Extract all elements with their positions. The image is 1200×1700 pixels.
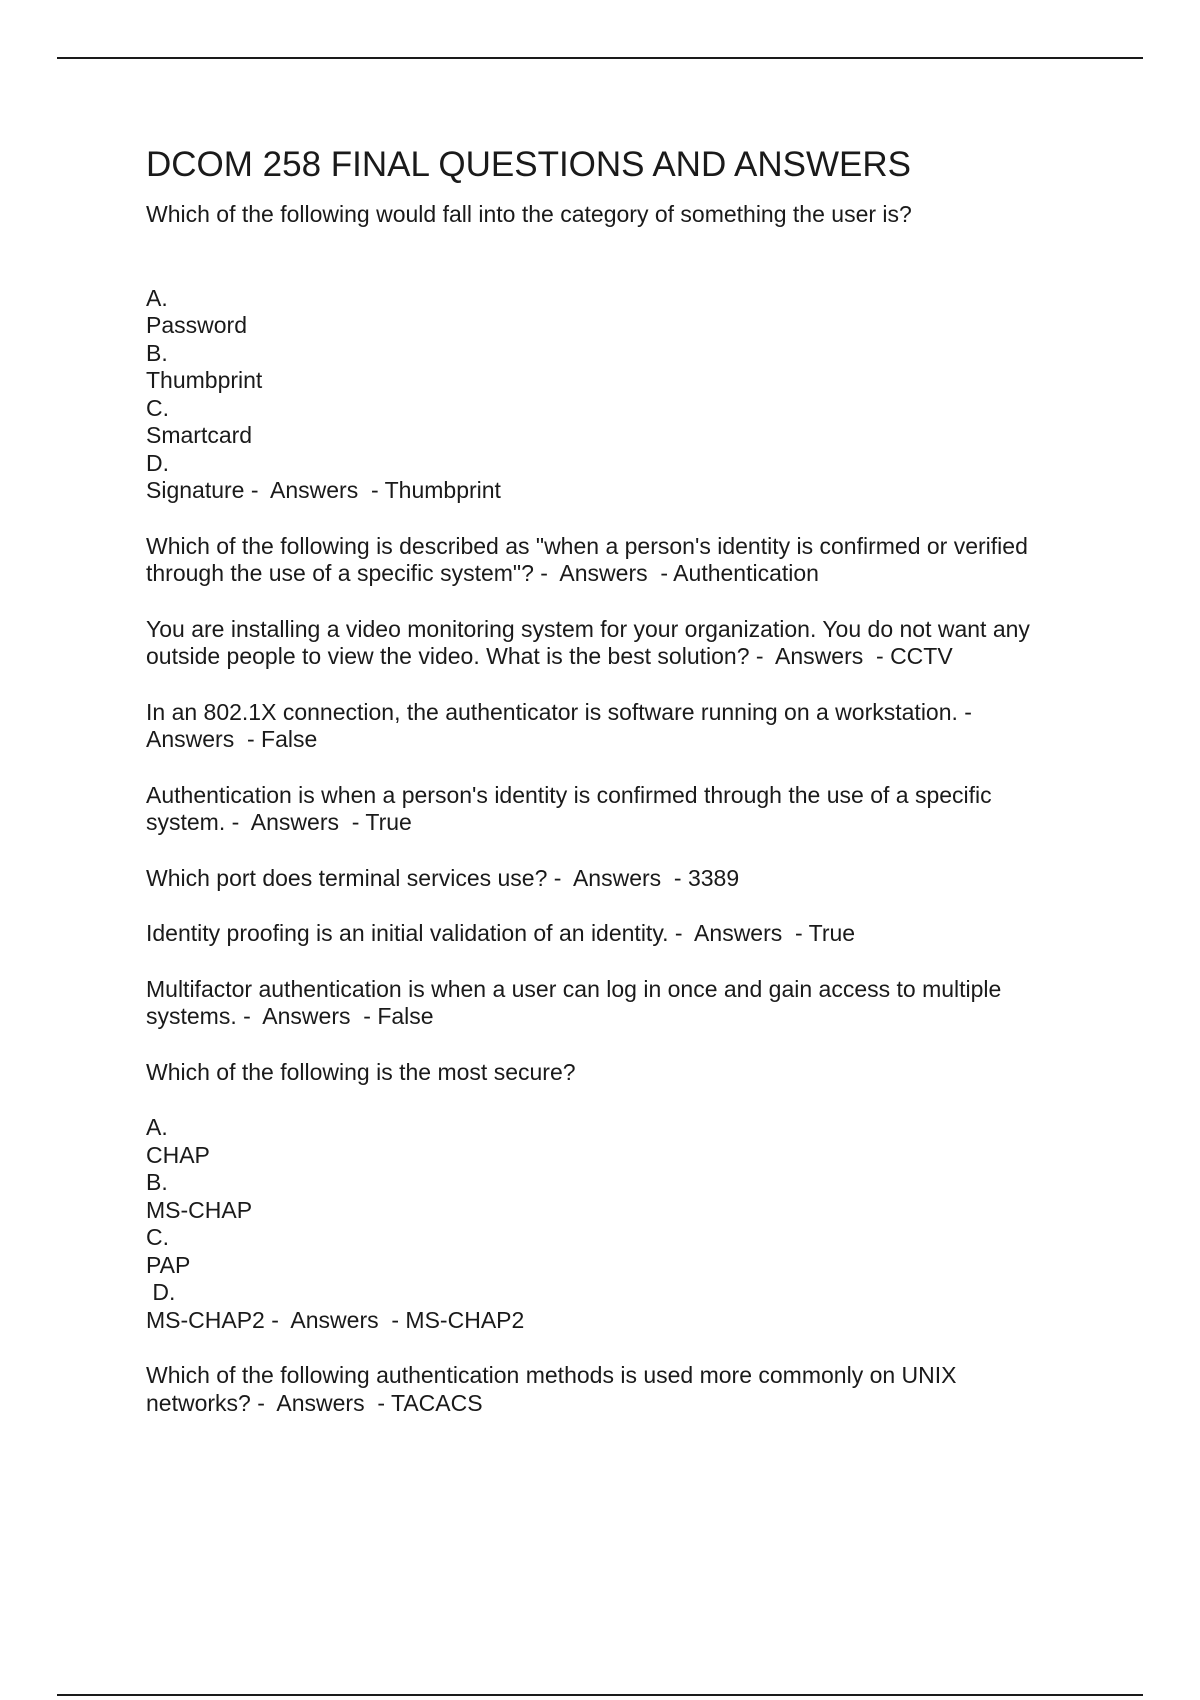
question-line: Which port does terminal services use? - Answers - 3389 xyxy=(146,864,740,891)
question-line: Identity proofing is an initial validation of an identity. - Answers - True xyxy=(146,920,856,946)
option-text: Smartcard xyxy=(146,422,253,448)
question-line: Authentication is when a person's identity is confirmed through the use of a specific xyxy=(146,781,992,808)
question-line: networks? - Answers - TACACS xyxy=(146,1389,483,1416)
question-6 xyxy=(146,865,1106,893)
document-body xyxy=(146,141,1106,1417)
question-line: through the use of a specific system"? - Answers - Authentication xyxy=(146,560,819,586)
question-9-text: Which of the following is the most secure? xyxy=(146,1058,576,1085)
option-label: A. xyxy=(146,1114,168,1140)
question-3 xyxy=(146,616,1106,671)
question-line: You are installing a video monitoring system for your organization. You do not want any xyxy=(146,615,1030,642)
option-text-with-answer: MS-CHAP2 - Answers - MS-CHAP2 xyxy=(146,1306,525,1333)
option-label: D. xyxy=(146,1279,176,1305)
question-line: Which of the following is described as "when a person's identity is confirmed or verified xyxy=(146,532,1028,559)
question-8 xyxy=(146,976,1106,1031)
question-1 xyxy=(146,201,1106,229)
question-2 xyxy=(146,533,1106,588)
option-text-with-answer: Signature - Answers - Thumbprint xyxy=(146,477,501,503)
option-text: PAP xyxy=(146,1251,191,1278)
question-line: outside people to view the video. What is the best solution? - Answers - CCTV xyxy=(146,643,953,669)
option-text: Thumbprint xyxy=(146,367,263,393)
top-rule xyxy=(57,57,1143,59)
option-label: B. xyxy=(146,1169,168,1195)
question-line: systems. - Answers - False xyxy=(146,1003,434,1029)
question-5 xyxy=(146,782,1106,837)
option-text: CHAP xyxy=(146,1141,210,1168)
option-label: D. xyxy=(146,449,169,476)
option-label: A. xyxy=(146,284,168,311)
option-label: C. xyxy=(146,1224,169,1250)
question-line: Multifactor authentication is when a user can log in once and gain access to multiple xyxy=(146,975,1002,1002)
question-line: Answers - False xyxy=(146,726,318,752)
question-1-text: Which of the following would fall into the category of something the user is? xyxy=(146,201,912,227)
option-text: MS-CHAP xyxy=(146,1196,253,1223)
question-1-options xyxy=(146,285,1106,505)
option-text: Password xyxy=(146,312,247,338)
question-10 xyxy=(146,1362,1106,1417)
bottom-rule xyxy=(57,1694,1143,1696)
question-9 xyxy=(146,1059,1106,1087)
option-label: C. xyxy=(146,394,169,421)
question-line: system. - Answers - True xyxy=(146,809,412,835)
option-label: B. xyxy=(146,339,168,366)
question-line: In an 802.1X connection, the authenticator is software running on a workstation. - xyxy=(146,698,972,725)
question-4 xyxy=(146,699,1106,754)
question-line: Which of the following authentication methods is used more commonly on UNIX xyxy=(146,1362,957,1388)
document-title: DCOM 258 FINAL QUESTIONS AND ANSWERS xyxy=(146,145,911,184)
question-9-options xyxy=(146,1114,1106,1334)
question-7 xyxy=(146,920,1106,948)
